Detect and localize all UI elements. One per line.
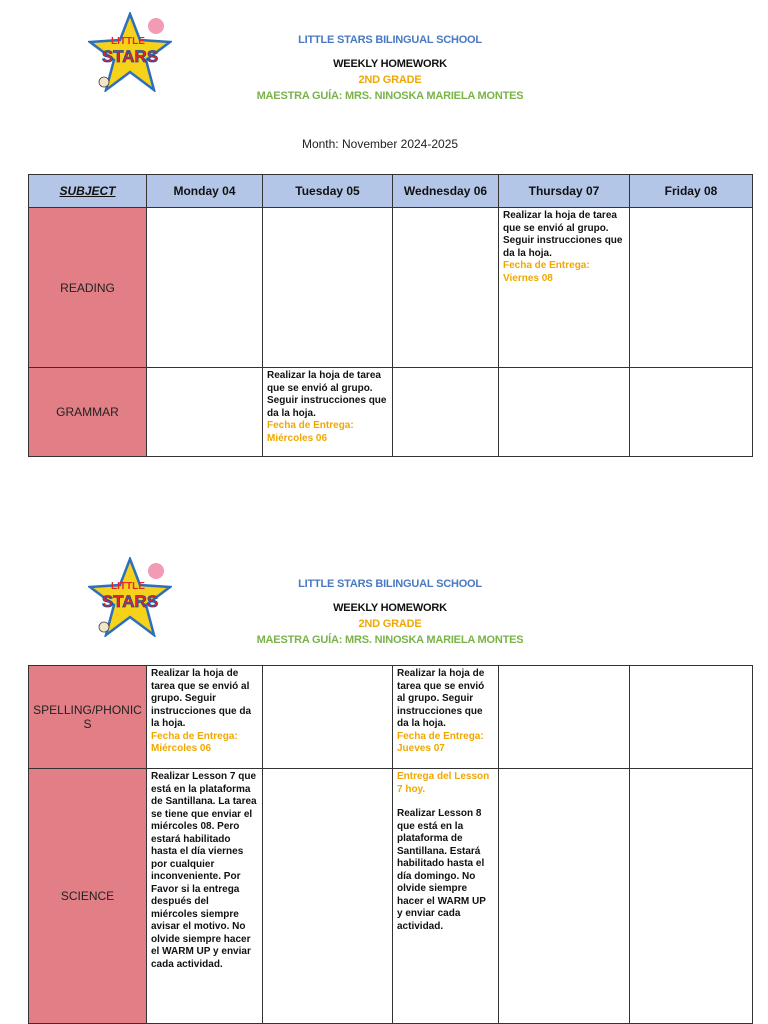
cell-reading-tuesday (263, 208, 393, 368)
cell-science-wednesday (393, 769, 499, 1024)
cell-grammar-wednesday (393, 368, 499, 457)
cell-spelling-friday (630, 666, 753, 769)
task-text: Realizar la hoja de tarea que se envió al grupo. Seguir instrucciones que da la hoja. (267, 370, 387, 419)
table-row-science (29, 769, 753, 1024)
cell-spelling-tuesday (263, 666, 393, 769)
header-friday: Friday 08 (630, 175, 753, 208)
cell-science-friday (630, 769, 753, 1024)
header-tuesday: Tuesday 05 (263, 175, 393, 208)
cell-science-thursday (499, 769, 630, 1024)
cell-reading-friday (630, 208, 753, 368)
due-date: Fecha de Entrega: Miércoles 06 (151, 730, 238, 754)
cell-spelling-monday (147, 666, 263, 769)
cell-science-tuesday (263, 769, 393, 1024)
svg-text:STARS: STARS (101, 47, 159, 66)
school-name: LITTLE STARS BILINGUAL SCHOOL (298, 34, 482, 46)
teacher-label: MAESTRA GUÍA: MRS. NINOSKA MARIELA MONTES (256, 634, 524, 646)
cell-spelling-wednesday (393, 666, 499, 769)
subject-reading: READING (29, 208, 147, 368)
due-date: Fecha de Entrega: Miércoles 06 (267, 420, 354, 444)
page-1 (0, 0, 768, 470)
task-text: Realizar Lesson 8 que está en la plataforma de Santillana. Estará habilitado hasta el día domingo. No olvide siempre hacer el WARM UP y enviar cada actividad. (397, 808, 486, 932)
grade-label: 2ND GRADE (358, 618, 422, 630)
svg-text:LITTLE: LITTLE (111, 36, 145, 47)
homework-table-week-continued (28, 665, 753, 1024)
task-text: Realizar la hoja de tarea que se envió al grupo. Seguir instrucciones que da la hoja. (151, 668, 252, 729)
subject-grammar: GRAMMAR (29, 368, 147, 457)
cell-grammar-friday (630, 368, 753, 457)
table-row-reading (29, 208, 753, 368)
table-row-grammar (29, 368, 753, 457)
header-subject: SUBJECT (29, 175, 147, 208)
due-date: Fecha de Entrega: Jueves 07 (397, 730, 484, 754)
table-row-spelling (29, 666, 753, 769)
svg-text:LITTLE: LITTLE (111, 581, 145, 592)
task-text: Realizar la hoja de tarea que se envió al grupo. Seguir instrucciones que da la hoja. (503, 210, 623, 259)
header-wednesday: Wednesday 06 (393, 175, 499, 208)
header-thursday: Thursday 07 (499, 175, 630, 208)
school-name: LITTLE STARS BILINGUAL SCHOOL (298, 578, 482, 590)
month-label: Month: November 2024-2025 (301, 137, 459, 151)
task-text: Realizar Lesson 7 que está en la plataforma de Santillana. La tarea se tiene que enviar el miércoles 08. Pero estará habilitado hasta el día viernes por cualquier inconveniente. Por Favor si la entrega después del miércoles siempre avisar el motivo. No olvide siempre hacer el WARM UP y enviar cada actividad. (151, 771, 257, 970)
cell-grammar-thursday (499, 368, 630, 457)
school-logo (88, 557, 172, 637)
school-logo (88, 12, 172, 92)
teacher-label: MAESTRA GUÍA: MRS. NINOSKA MARIELA MONTES (256, 90, 524, 102)
delivery-note: Entrega del Lesson 7 hoy. (397, 771, 490, 795)
homework-table-week (28, 174, 753, 457)
subject-science: SCIENCE (29, 769, 147, 1024)
cell-science-monday (147, 769, 263, 1024)
header-monday: Monday 04 (147, 175, 263, 208)
table-header-row (29, 175, 753, 208)
weekly-homework-title: WEEKLY HOMEWORK (333, 602, 447, 614)
svg-text:STARS: STARS (101, 592, 159, 611)
grade-label: 2ND GRADE (358, 74, 422, 86)
weekly-homework-title: WEEKLY HOMEWORK (333, 58, 447, 70)
task-text: Realizar la hoja de tarea que se envió al grupo. Seguir instrucciones que da la hoja. (397, 668, 485, 729)
subject-spelling-phonics: SPELLING/PHONICS (29, 666, 147, 769)
cell-grammar-monday (147, 368, 263, 457)
page-2 (0, 545, 768, 1024)
cell-reading-wednesday (393, 208, 499, 368)
cell-reading-monday (147, 208, 263, 368)
cell-reading-thursday (499, 208, 630, 368)
due-date: Fecha de Entrega: Viernes 08 (503, 260, 590, 284)
cell-spelling-thursday (499, 666, 630, 769)
cell-grammar-tuesday (263, 368, 393, 457)
